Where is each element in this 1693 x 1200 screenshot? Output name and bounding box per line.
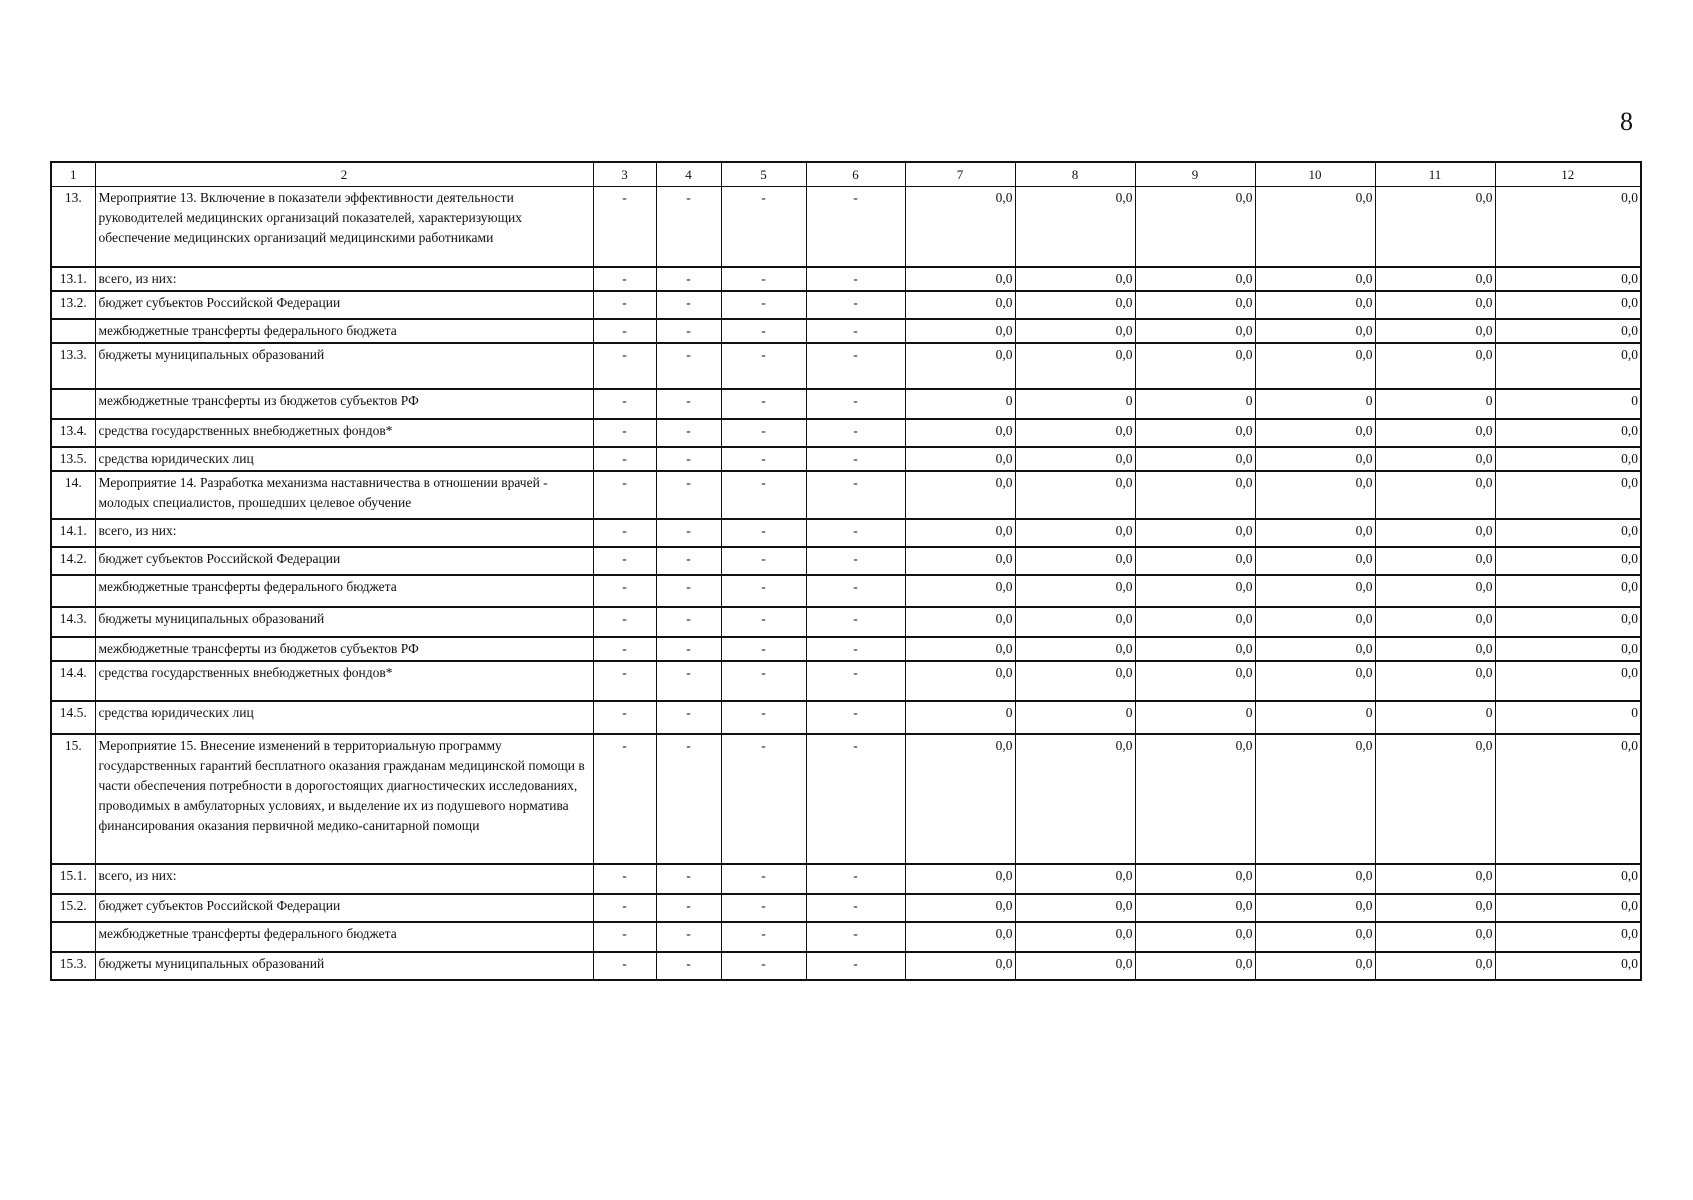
col5-cell: - — [721, 447, 806, 471]
col7-value: 0,0 — [905, 575, 1015, 607]
col4-cell: - — [656, 701, 721, 734]
col5-cell: - — [721, 547, 806, 575]
col9-value: 0,0 — [1135, 547, 1255, 575]
col12-value: 0,0 — [1495, 291, 1641, 319]
col5-cell: - — [721, 519, 806, 547]
col8-value: 0 — [1015, 701, 1135, 734]
col6-cell: - — [806, 894, 905, 922]
col10-value: 0,0 — [1255, 319, 1375, 343]
col3-cell: - — [593, 267, 656, 291]
col3-cell: - — [593, 471, 656, 519]
col7-value: 0 — [905, 389, 1015, 419]
col12-value: 0,0 — [1495, 575, 1641, 607]
page-number: 8 — [1620, 107, 1633, 136]
row-number: 13. — [51, 187, 95, 267]
col6-cell: - — [806, 447, 905, 471]
header-cell: 4 — [656, 162, 721, 187]
col4-cell: - — [656, 575, 721, 607]
row-name: бюджет субъектов Российской Федерации — [95, 291, 593, 319]
col10-value: 0 — [1255, 389, 1375, 419]
row-number: 15.2. — [51, 894, 95, 922]
table-row — [51, 734, 1641, 864]
col3-cell: - — [593, 419, 656, 447]
col11-value: 0,0 — [1375, 952, 1495, 980]
row-name: межбюджетные трансферты федерального бюджета — [95, 319, 593, 343]
col3-cell: - — [593, 661, 656, 701]
col11-value: 0,0 — [1375, 519, 1495, 547]
col9-value: 0,0 — [1135, 864, 1255, 894]
row-number — [51, 922, 95, 952]
col11-value: 0,0 — [1375, 319, 1495, 343]
col7-value: 0,0 — [905, 343, 1015, 389]
col8-value: 0,0 — [1015, 187, 1135, 267]
col11-value: 0,0 — [1375, 637, 1495, 661]
table-row — [51, 952, 1641, 980]
col12-value: 0,0 — [1495, 734, 1641, 864]
row-name: всего, из них: — [95, 267, 593, 291]
table-row — [51, 343, 1641, 389]
header-cell: 9 — [1135, 162, 1255, 187]
col8-value: 0,0 — [1015, 419, 1135, 447]
row-name: всего, из них: — [95, 864, 593, 894]
col10-value: 0 — [1255, 701, 1375, 734]
col3-cell: - — [593, 922, 656, 952]
col10-value: 0,0 — [1255, 607, 1375, 637]
table-row — [51, 894, 1641, 922]
col6-cell: - — [806, 661, 905, 701]
col6-cell: - — [806, 389, 905, 419]
col12-value: 0,0 — [1495, 343, 1641, 389]
col7-value: 0,0 — [905, 187, 1015, 267]
row-name: бюджеты муниципальных образований — [95, 607, 593, 637]
col7-value: 0,0 — [905, 547, 1015, 575]
col8-value: 0,0 — [1015, 734, 1135, 864]
col9-value: 0,0 — [1135, 447, 1255, 471]
col4-cell: - — [656, 519, 721, 547]
col8-value: 0,0 — [1015, 343, 1135, 389]
col5-cell: - — [721, 922, 806, 952]
col7-value: 0,0 — [905, 607, 1015, 637]
col10-value: 0,0 — [1255, 519, 1375, 547]
col11-value: 0,0 — [1375, 607, 1495, 637]
col11-value: 0,0 — [1375, 343, 1495, 389]
col8-value: 0,0 — [1015, 894, 1135, 922]
col12-value: 0,0 — [1495, 952, 1641, 980]
col12-value: 0,0 — [1495, 922, 1641, 952]
col12-value: 0,0 — [1495, 187, 1641, 267]
col9-value: 0,0 — [1135, 419, 1255, 447]
col10-value: 0,0 — [1255, 547, 1375, 575]
col10-value: 0,0 — [1255, 661, 1375, 701]
col3-cell: - — [593, 389, 656, 419]
row-number: 13.2. — [51, 291, 95, 319]
table-row — [51, 319, 1641, 343]
col6-cell: - — [806, 864, 905, 894]
col6-cell: - — [806, 607, 905, 637]
col11-value: 0,0 — [1375, 471, 1495, 519]
col4-cell: - — [656, 291, 721, 319]
col4-cell: - — [656, 922, 721, 952]
row-name: Мероприятие 15. Внесение изменений в территориальную программу государственных гарантий бесплатного оказания гражданам медицинской помощи в части обеспечения потребности в дорогостоящих диагностических исследованиях, проводимых в амбулаторных условиях, и выделение их из подушевого норматива финансирования оказания первичной медико-санитарной помощи — [95, 734, 593, 864]
col11-value: 0,0 — [1375, 547, 1495, 575]
col10-value: 0,0 — [1255, 343, 1375, 389]
row-name: межбюджетные трансферты из бюджетов субъектов РФ — [95, 637, 593, 661]
header-row — [51, 162, 1641, 187]
col8-value: 0,0 — [1015, 637, 1135, 661]
col7-value: 0 — [905, 701, 1015, 734]
col4-cell: - — [656, 952, 721, 980]
col9-value: 0,0 — [1135, 661, 1255, 701]
header-cell: 10 — [1255, 162, 1375, 187]
col5-cell: - — [721, 637, 806, 661]
table-row — [51, 291, 1641, 319]
col10-value: 0,0 — [1255, 894, 1375, 922]
col11-value: 0,0 — [1375, 922, 1495, 952]
col6-cell: - — [806, 319, 905, 343]
col7-value: 0,0 — [905, 894, 1015, 922]
col6-cell: - — [806, 701, 905, 734]
col11-value: 0 — [1375, 701, 1495, 734]
header-cell: 5 — [721, 162, 806, 187]
row-name: межбюджетные трансферты федерального бюджета — [95, 575, 593, 607]
col10-value: 0,0 — [1255, 864, 1375, 894]
col3-cell: - — [593, 343, 656, 389]
col8-value: 0,0 — [1015, 922, 1135, 952]
col4-cell: - — [656, 864, 721, 894]
col6-cell: - — [806, 922, 905, 952]
row-name: бюджет субъектов Российской Федерации — [95, 547, 593, 575]
col5-cell: - — [721, 864, 806, 894]
col10-value: 0,0 — [1255, 637, 1375, 661]
col7-value: 0,0 — [905, 864, 1015, 894]
row-number: 15. — [51, 734, 95, 864]
col8-value: 0,0 — [1015, 519, 1135, 547]
col4-cell: - — [656, 637, 721, 661]
col6-cell: - — [806, 952, 905, 980]
col3-cell: - — [593, 547, 656, 575]
col5-cell: - — [721, 343, 806, 389]
col6-cell: - — [806, 343, 905, 389]
row-name: межбюджетные трансферты из бюджетов субъектов РФ — [95, 389, 593, 419]
col9-value: 0,0 — [1135, 575, 1255, 607]
col8-value: 0,0 — [1015, 575, 1135, 607]
table-row — [51, 267, 1641, 291]
col11-value: 0,0 — [1375, 419, 1495, 447]
row-number: 15.1. — [51, 864, 95, 894]
col6-cell: - — [806, 419, 905, 447]
col9-value: 0,0 — [1135, 607, 1255, 637]
header-cell: 3 — [593, 162, 656, 187]
table-row — [51, 187, 1641, 267]
col11-value: 0,0 — [1375, 267, 1495, 291]
col9-value: 0,0 — [1135, 952, 1255, 980]
col4-cell: - — [656, 547, 721, 575]
col7-value: 0,0 — [905, 447, 1015, 471]
col9-value: 0 — [1135, 389, 1255, 419]
col7-value: 0,0 — [905, 637, 1015, 661]
col11-value: 0 — [1375, 389, 1495, 419]
col7-value: 0,0 — [905, 267, 1015, 291]
col7-value: 0,0 — [905, 319, 1015, 343]
col12-value: 0,0 — [1495, 894, 1641, 922]
col10-value: 0,0 — [1255, 267, 1375, 291]
header-cell: 12 — [1495, 162, 1641, 187]
header-cell: 1 — [51, 162, 95, 187]
col5-cell: - — [721, 734, 806, 864]
col11-value: 0,0 — [1375, 187, 1495, 267]
col5-cell: - — [721, 267, 806, 291]
header-cell: 8 — [1015, 162, 1135, 187]
col4-cell: - — [656, 267, 721, 291]
row-number: 14.1. — [51, 519, 95, 547]
col12-value: 0 — [1495, 701, 1641, 734]
row-number — [51, 389, 95, 419]
col8-value: 0,0 — [1015, 661, 1135, 701]
row-name: всего, из них: — [95, 519, 593, 547]
col4-cell: - — [656, 319, 721, 343]
col12-value: 0,0 — [1495, 447, 1641, 471]
col12-value: 0,0 — [1495, 607, 1641, 637]
row-number: 13.1. — [51, 267, 95, 291]
col5-cell: - — [721, 661, 806, 701]
col10-value: 0,0 — [1255, 419, 1375, 447]
row-name: средства государственных внебюджетных фондов* — [95, 419, 593, 447]
col12-value: 0 — [1495, 389, 1641, 419]
table-row — [51, 607, 1641, 637]
row-name: бюджеты муниципальных образований — [95, 343, 593, 389]
col8-value: 0,0 — [1015, 291, 1135, 319]
col7-value: 0,0 — [905, 922, 1015, 952]
row-number — [51, 575, 95, 607]
col6-cell: - — [806, 291, 905, 319]
col4-cell: - — [656, 894, 721, 922]
col7-value: 0,0 — [905, 471, 1015, 519]
col10-value: 0,0 — [1255, 952, 1375, 980]
col5-cell: - — [721, 291, 806, 319]
row-number: 14.3. — [51, 607, 95, 637]
table-row — [51, 661, 1641, 701]
header-cell: 7 — [905, 162, 1015, 187]
col9-value: 0,0 — [1135, 343, 1255, 389]
col11-value: 0,0 — [1375, 864, 1495, 894]
col11-value: 0,0 — [1375, 734, 1495, 864]
col5-cell: - — [721, 419, 806, 447]
col4-cell: - — [656, 447, 721, 471]
col10-value: 0,0 — [1255, 447, 1375, 471]
row-number: 13.4. — [51, 419, 95, 447]
table-row — [51, 389, 1641, 419]
table-row — [51, 701, 1641, 734]
col4-cell: - — [656, 734, 721, 864]
col12-value: 0,0 — [1495, 637, 1641, 661]
col4-cell: - — [656, 389, 721, 419]
row-number: 14.2. — [51, 547, 95, 575]
row-number: 15.3. — [51, 952, 95, 980]
col12-value: 0,0 — [1495, 864, 1641, 894]
col5-cell: - — [721, 575, 806, 607]
budget-table — [50, 161, 1642, 981]
col5-cell: - — [721, 894, 806, 922]
col8-value: 0,0 — [1015, 952, 1135, 980]
col4-cell: - — [656, 607, 721, 637]
col11-value: 0,0 — [1375, 575, 1495, 607]
col10-value: 0,0 — [1255, 575, 1375, 607]
col9-value: 0 — [1135, 701, 1255, 734]
col9-value: 0,0 — [1135, 637, 1255, 661]
col7-value: 0,0 — [905, 291, 1015, 319]
col3-cell: - — [593, 291, 656, 319]
row-number — [51, 637, 95, 661]
header-cell: 6 — [806, 162, 905, 187]
col6-cell: - — [806, 267, 905, 291]
col8-value: 0,0 — [1015, 267, 1135, 291]
col11-value: 0,0 — [1375, 894, 1495, 922]
col4-cell: - — [656, 343, 721, 389]
col3-cell: - — [593, 447, 656, 471]
col4-cell: - — [656, 419, 721, 447]
col8-value: 0,0 — [1015, 547, 1135, 575]
col5-cell: - — [721, 471, 806, 519]
col12-value: 0,0 — [1495, 471, 1641, 519]
col5-cell: - — [721, 607, 806, 637]
row-number — [51, 319, 95, 343]
col9-value: 0,0 — [1135, 319, 1255, 343]
row-name: Мероприятие 14. Разработка механизма наставничества в отношении врачей - молодых специалистов, прошедших целевое обучение — [95, 471, 593, 519]
col3-cell: - — [593, 607, 656, 637]
row-name: средства юридических лиц — [95, 447, 593, 471]
row-name: средства юридических лиц — [95, 701, 593, 734]
header-cell: 2 — [95, 162, 593, 187]
col12-value: 0,0 — [1495, 547, 1641, 575]
col11-value: 0,0 — [1375, 291, 1495, 319]
col3-cell: - — [593, 519, 656, 547]
col11-value: 0,0 — [1375, 661, 1495, 701]
col9-value: 0,0 — [1135, 922, 1255, 952]
col9-value: 0,0 — [1135, 291, 1255, 319]
row-number: 14.4. — [51, 661, 95, 701]
col4-cell: - — [656, 471, 721, 519]
col12-value: 0,0 — [1495, 519, 1641, 547]
col10-value: 0,0 — [1255, 187, 1375, 267]
row-name: Мероприятие 13. Включение в показатели эффективности деятельности руководителей медицинских организаций показателей, характеризующих обеспечение медицинских организаций медицинскими работниками — [95, 187, 593, 267]
table-row — [51, 864, 1641, 894]
col3-cell: - — [593, 952, 656, 980]
col6-cell: - — [806, 575, 905, 607]
col7-value: 0,0 — [905, 519, 1015, 547]
col6-cell: - — [806, 734, 905, 864]
col11-value: 0,0 — [1375, 447, 1495, 471]
col5-cell: - — [721, 952, 806, 980]
table-row — [51, 519, 1641, 547]
header-cell: 11 — [1375, 162, 1495, 187]
col10-value: 0,0 — [1255, 922, 1375, 952]
col3-cell: - — [593, 187, 656, 267]
row-number: 14. — [51, 471, 95, 519]
col10-value: 0,0 — [1255, 471, 1375, 519]
col12-value: 0,0 — [1495, 319, 1641, 343]
row-number: 13.5. — [51, 447, 95, 471]
col8-value: 0,0 — [1015, 447, 1135, 471]
row-name: межбюджетные трансферты федерального бюджета — [95, 922, 593, 952]
col5-cell: - — [721, 389, 806, 419]
row-name: средства государственных внебюджетных фондов* — [95, 661, 593, 701]
col3-cell: - — [593, 864, 656, 894]
col8-value: 0 — [1015, 389, 1135, 419]
table-row — [51, 575, 1641, 607]
col9-value: 0,0 — [1135, 267, 1255, 291]
col9-value: 0,0 — [1135, 894, 1255, 922]
col5-cell: - — [721, 701, 806, 734]
col8-value: 0,0 — [1015, 319, 1135, 343]
col7-value: 0,0 — [905, 661, 1015, 701]
col6-cell: - — [806, 547, 905, 575]
col9-value: 0,0 — [1135, 187, 1255, 267]
col6-cell: - — [806, 519, 905, 547]
col9-value: 0,0 — [1135, 471, 1255, 519]
row-number: 13.3. — [51, 343, 95, 389]
col7-value: 0,0 — [905, 952, 1015, 980]
table-row — [51, 419, 1641, 447]
col8-value: 0,0 — [1015, 471, 1135, 519]
col3-cell: - — [593, 734, 656, 864]
col4-cell: - — [656, 187, 721, 267]
col5-cell: - — [721, 319, 806, 343]
col10-value: 0,0 — [1255, 291, 1375, 319]
row-name: бюджеты муниципальных образований — [95, 952, 593, 980]
col3-cell: - — [593, 319, 656, 343]
col12-value: 0,0 — [1495, 661, 1641, 701]
table-row — [51, 447, 1641, 471]
col10-value: 0,0 — [1255, 734, 1375, 864]
row-number: 14.5. — [51, 701, 95, 734]
table-row — [51, 922, 1641, 952]
table-row — [51, 471, 1641, 519]
col8-value: 0,0 — [1015, 607, 1135, 637]
col6-cell: - — [806, 187, 905, 267]
table-row — [51, 637, 1641, 661]
col3-cell: - — [593, 637, 656, 661]
col7-value: 0,0 — [905, 419, 1015, 447]
col7-value: 0,0 — [905, 734, 1015, 864]
col6-cell: - — [806, 471, 905, 519]
col8-value: 0,0 — [1015, 864, 1135, 894]
col4-cell: - — [656, 661, 721, 701]
row-name: бюджет субъектов Российской Федерации — [95, 894, 593, 922]
col9-value: 0,0 — [1135, 519, 1255, 547]
col3-cell: - — [593, 701, 656, 734]
col3-cell: - — [593, 894, 656, 922]
col5-cell: - — [721, 187, 806, 267]
table-row — [51, 547, 1641, 575]
col12-value: 0,0 — [1495, 267, 1641, 291]
col9-value: 0,0 — [1135, 734, 1255, 864]
col3-cell: - — [593, 575, 656, 607]
col12-value: 0,0 — [1495, 419, 1641, 447]
col6-cell: - — [806, 637, 905, 661]
